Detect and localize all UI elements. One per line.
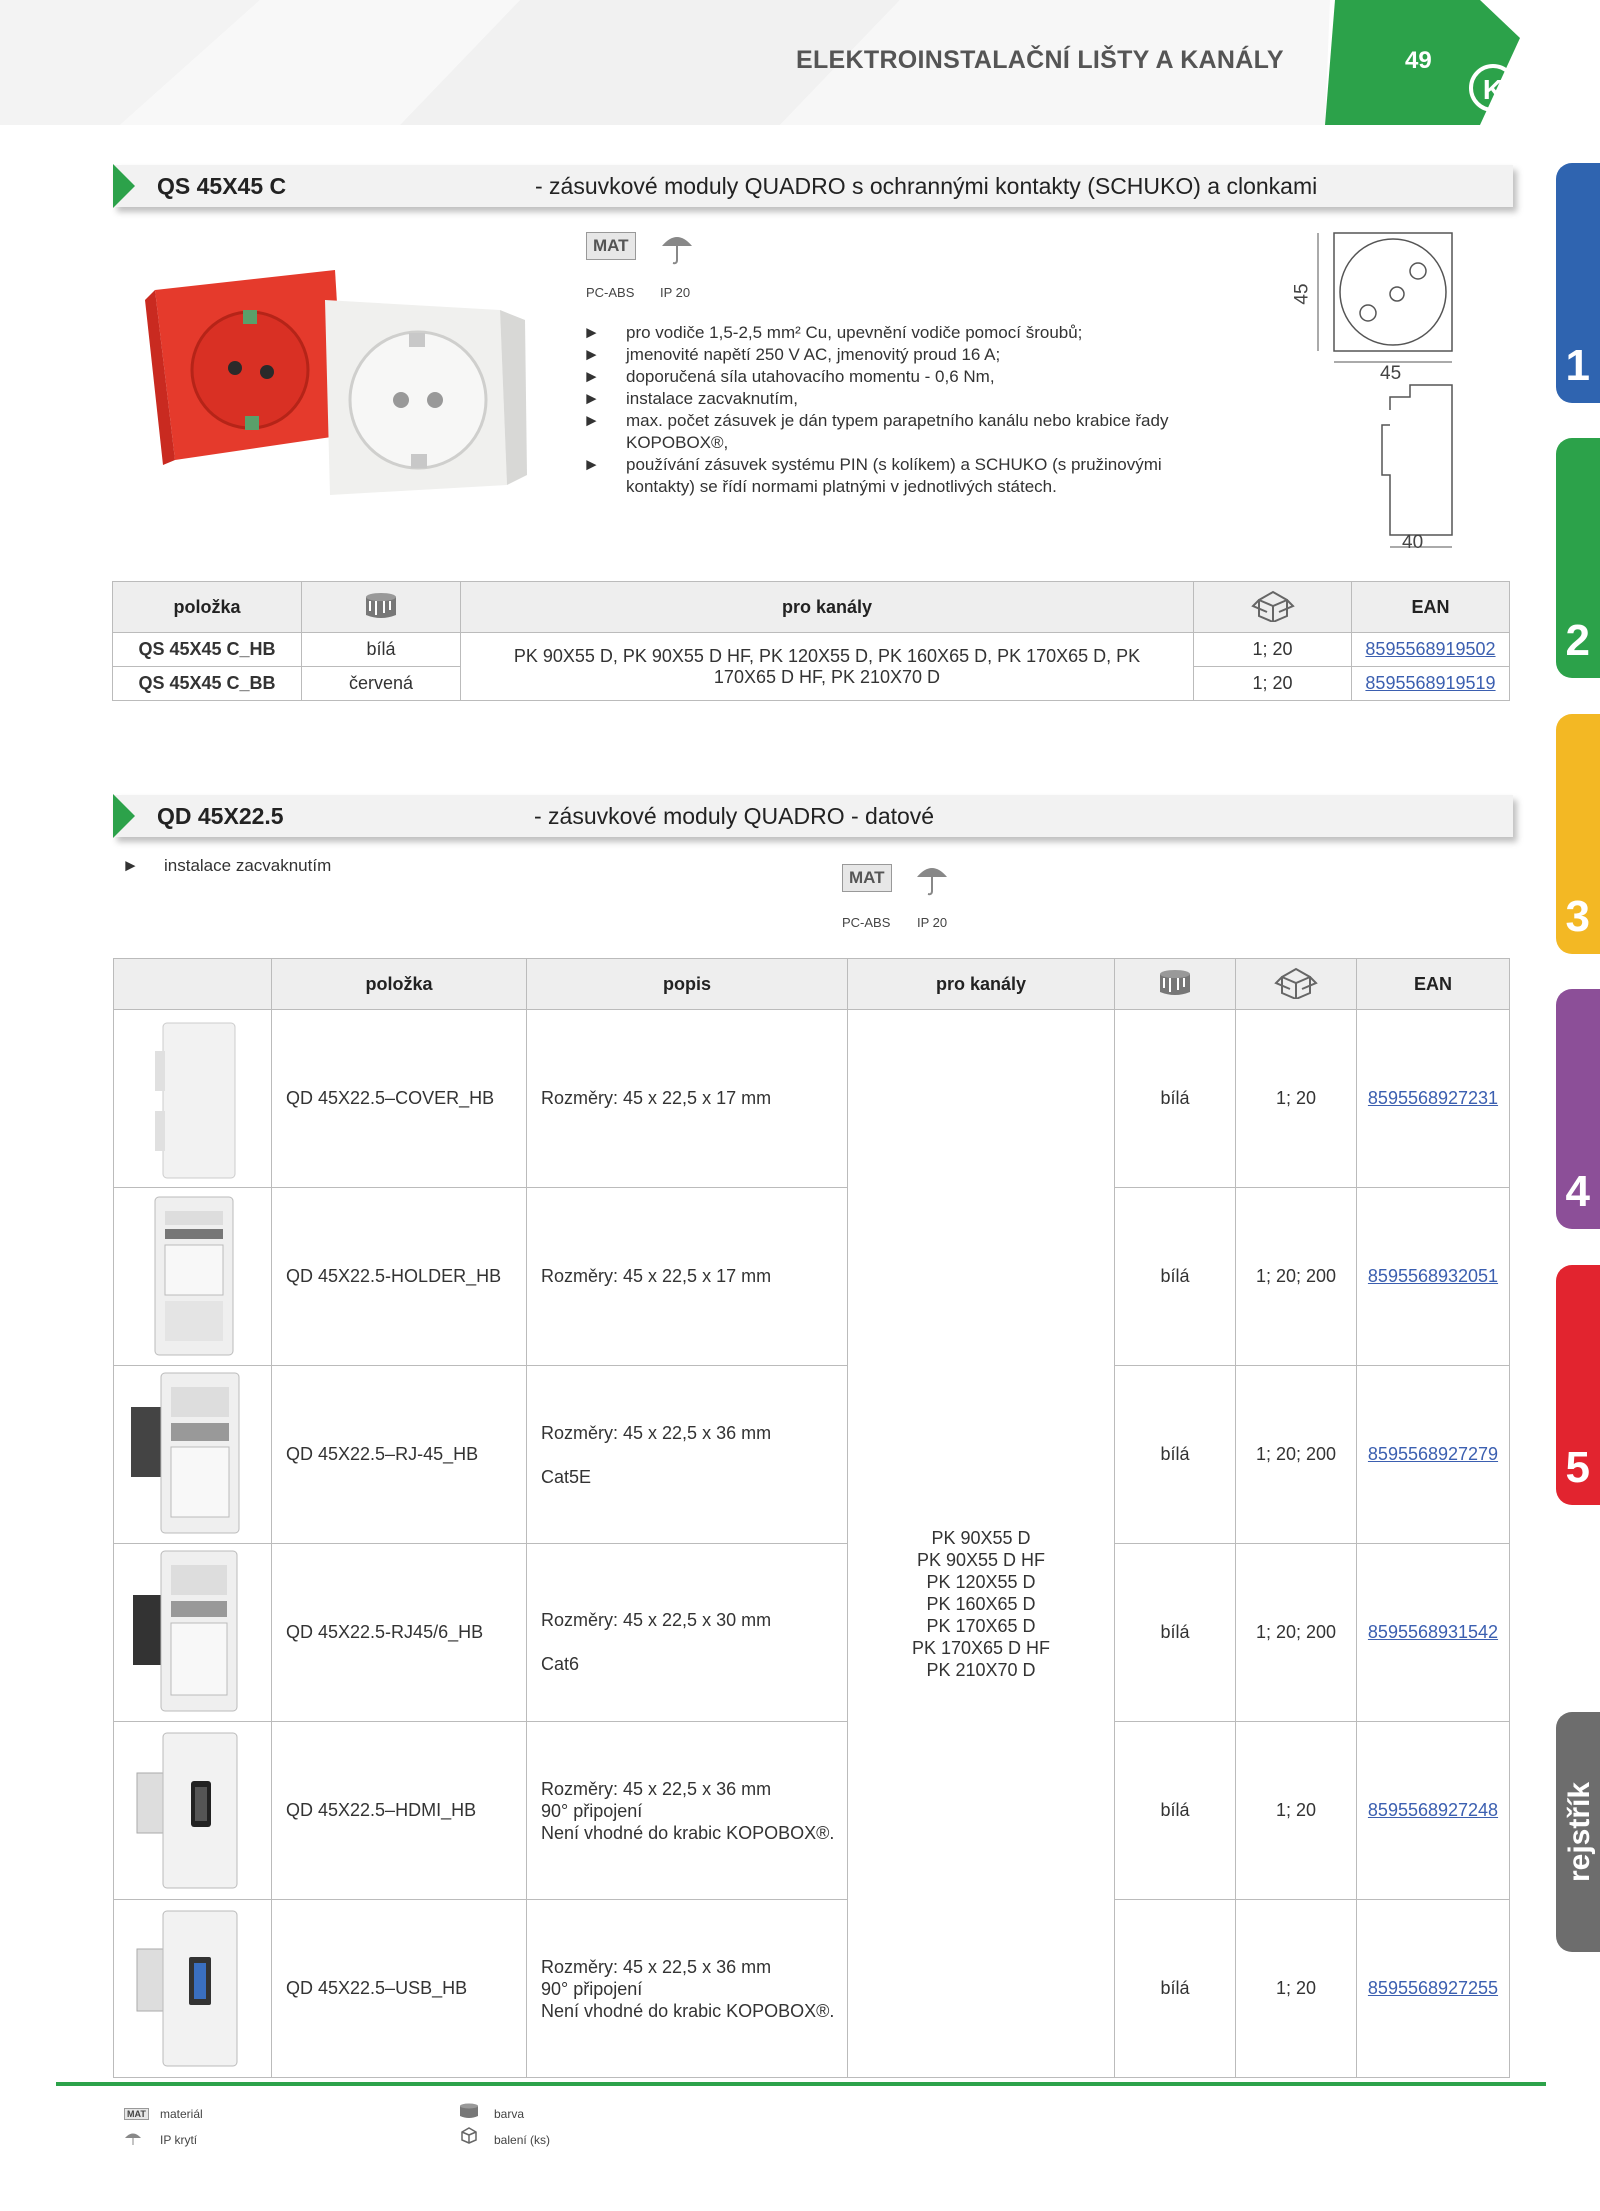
cell-image — [114, 1722, 272, 1900]
channel-item: PK 170X65 D — [926, 1615, 1036, 1636]
tab-label: 1 — [1565, 341, 1590, 390]
page-number: 49 — [1405, 47, 1432, 74]
list-item-text: instalace zacvaknutím, — [626, 389, 798, 408]
desc-line: Cat5E — [541, 1466, 592, 1487]
list-item: ► max. počet zásuvek je dán typem parapetního kanálu nebo krabice řady KOPOBOX®, — [583, 410, 1243, 454]
legend-box-icon — [458, 2126, 480, 2146]
cell-desc — [527, 1188, 848, 1366]
list-item-text: jmenovité napětí 250 V AC, jmenovitý proud 16 A; — [626, 345, 1001, 364]
legend-paint-bucket-icon — [458, 2102, 480, 2120]
tab-chapter-4[interactable] — [1556, 989, 1600, 1229]
table-row — [114, 1722, 1510, 1900]
cell-pack: 1; 20; 200 — [1236, 1544, 1357, 1722]
cell-color: bílá — [1115, 1366, 1236, 1544]
tab-chapter-5[interactable] — [1556, 1265, 1600, 1505]
legend-umbrella-icon — [124, 2128, 142, 2148]
cell-color: bílá — [1115, 1188, 1236, 1366]
cell-item: QD 45X22.5-HOLDER_HB — [272, 1188, 527, 1366]
list-item: ► používání zásuvek systému PIN (s kolíkem) a SCHUKO (s pružinovými kontakty) se řídí normami platnými v jednotlivých státech. — [583, 454, 1243, 498]
page-header-title: ELEKTROINSTALAČNÍ LIŠTY A KANÁLY — [796, 46, 1284, 74]
ean-link[interactable] — [1357, 1900, 1510, 2078]
desc-line: Není vhodné do krabic KOPOBOX®. — [541, 1822, 835, 1843]
cell-channels — [848, 1010, 1115, 2078]
cell-item: QS 45X45 C_BB — [113, 667, 302, 701]
column-header-item: položka — [272, 959, 527, 1010]
channel-item: PK 90X55 D — [931, 1527, 1031, 1548]
section-arrow-icon — [113, 794, 135, 838]
material-value: PC-ABS — [586, 285, 635, 300]
ip-value: IP 20 — [917, 915, 948, 930]
product-image-sockets — [135, 260, 530, 500]
cell-pack: 1; 20 — [1236, 1900, 1357, 2078]
cell-image — [114, 1188, 272, 1366]
logo-letter: K — [1482, 74, 1504, 105]
desc-line: Rozměry: 45 x 22,5 x 17 mm — [541, 1088, 772, 1108]
section-arrow-icon — [113, 164, 135, 208]
cell-desc — [527, 1544, 848, 1722]
paint-bucket-icon — [1156, 966, 1194, 998]
channel-item: PK 90X55 D HF — [916, 1549, 1046, 1570]
cell-item: QS 45X45 C_HB — [113, 633, 302, 667]
product-table — [112, 581, 1510, 701]
table-row — [114, 1544, 1510, 1722]
cell-pack: 1; 20 — [1236, 1722, 1357, 1900]
paint-bucket-icon — [362, 589, 400, 621]
list-item-text: instalace zacvaknutím — [164, 856, 332, 875]
column-header-pack — [1194, 582, 1352, 633]
ean-link[interactable] — [1357, 1010, 1510, 1188]
material-icon-label: MAT — [124, 2108, 149, 2120]
list-item: ► jmenovité napětí 250 V AC, jmenovitý proud 16 A; — [583, 345, 1001, 364]
cell-pack: 1; 20 — [1194, 633, 1352, 667]
column-header-channels: pro kanály — [461, 582, 1194, 633]
ean-text[interactable]: 8595568927231 — [1367, 1088, 1499, 1108]
cell-item: QD 45X22.5-RJ45/6_HB — [272, 1544, 527, 1722]
column-header-channels: pro kanály — [848, 959, 1115, 1010]
cell-color: bílá — [1115, 1010, 1236, 1188]
ean-link[interactable] — [1357, 1366, 1510, 1544]
tab-chapter-3[interactable] — [1556, 714, 1600, 954]
cell-color: bílá — [302, 633, 461, 667]
table-row — [114, 1366, 1510, 1544]
legend-ip: IP krytí — [160, 2133, 198, 2147]
cell-channels: PK 90X55 D, PK 90X55 D HF, PK 120X55 D, PK 160X65 D, PK 170X65 D, PK 170X65 D HF, PK 210X70 D — [461, 633, 1194, 701]
tab-label: rejstřík — [1563, 1781, 1596, 1883]
section-product-code: QD 45X22.5 — [157, 803, 284, 829]
column-header-item: položka — [113, 582, 302, 633]
ean-text[interactable]: 8595568927279 — [1367, 1444, 1499, 1464]
ean-link[interactable] — [1357, 1722, 1510, 1900]
cell-color: bílá — [1115, 1722, 1236, 1900]
section-description: - zásuvkové moduly QUADRO s ochrannými kontakty (SCHUKO) a clonkami — [535, 173, 1318, 199]
ean-text[interactable]: 8595568931542 — [1367, 1622, 1499, 1642]
tab-label: 4 — [1565, 1167, 1590, 1216]
list-item: ► instalace zacvaknutím — [122, 856, 332, 875]
tab-label: 5 — [1565, 1443, 1590, 1492]
section-product-code: QS 45X45 C — [157, 173, 287, 199]
dimension-height: 45 — [1291, 283, 1313, 305]
cell-item: QD 45X22.5–RJ-45_HB — [272, 1366, 527, 1544]
dimension-drawing — [1290, 225, 1470, 560]
desc-line: Cat6 — [541, 1654, 580, 1674]
cell-image — [114, 1366, 272, 1544]
list-item-text: používání zásuvek systému PIN (s kolíkem) a SCHUKO (s pružinovými kontakty) se řídí normami platnými v jednotlivých státech. — [626, 455, 1162, 496]
channel-item: PK 160X65 D — [926, 1593, 1036, 1614]
desc-line: Rozměry: 45 x 22,5 x 36 mm — [541, 1956, 772, 1977]
desc-line: 90° připojení — [541, 1800, 643, 1821]
column-header-desc: popis — [527, 959, 848, 1010]
cell-pack: 1; 20; 200 — [1236, 1188, 1357, 1366]
cell-pack: 1; 20; 200 — [1236, 1366, 1357, 1544]
table-row — [114, 1010, 1510, 1188]
cell-desc — [527, 1366, 848, 1544]
ean-link[interactable] — [1357, 1544, 1510, 1722]
module-cover-image — [115, 1011, 265, 1181]
channel-item: PK 170X65 D HF — [911, 1637, 1051, 1658]
ip-value: IP 20 — [660, 285, 691, 300]
list-item-text: doporučená síla utahovacího momentu - 0,6 Nm, — [626, 367, 995, 386]
module-holder-image — [115, 1189, 265, 1359]
material-value: PC-ABS — [842, 915, 891, 930]
ean-text[interactable]: 8595568927248 — [1367, 1800, 1499, 1820]
list-item: ► pro vodiče 1,5-2,5 mm² Cu, upevnění vodiče pomocí šroubů; — [583, 323, 1083, 342]
feature-list — [583, 322, 1243, 498]
box-icon — [1251, 588, 1295, 622]
cell-image — [114, 1010, 272, 1188]
dimension-depth: 40 — [1402, 532, 1424, 553]
cell-pack: 1; 20 — [1194, 667, 1352, 701]
cell-color: bílá — [1115, 1544, 1236, 1722]
material-icon — [842, 864, 892, 892]
tab-label: 3 — [1565, 892, 1590, 941]
desc-line: Rozměry: 45 x 22,5 x 30 mm — [541, 1610, 772, 1630]
desc-line: Není vhodné do krabic KOPOBOX®. — [541, 2000, 835, 2021]
module-rj45-image — [115, 1367, 265, 1537]
ean-text[interactable]: 8595568919502 — [1365, 639, 1496, 659]
footer-divider — [56, 2082, 1546, 2086]
ean-link[interactable] — [1352, 667, 1510, 701]
section-description: - zásuvkové moduly QUADRO - datové — [534, 803, 935, 829]
legend-material-icon — [124, 2106, 149, 2120]
column-header-image — [114, 959, 272, 1010]
umbrella-icon — [915, 857, 949, 897]
legend-material: materiál — [160, 2107, 203, 2121]
channel-item: PK 120X55 D — [926, 1571, 1036, 1592]
cell-desc — [527, 1010, 848, 1188]
column-header-pack — [1236, 959, 1357, 1010]
cell-item: QD 45X22.5–HDMI_HB — [272, 1722, 527, 1900]
tab-chapter-2[interactable] — [1556, 438, 1600, 678]
cell-desc — [527, 1722, 848, 1900]
ean-text[interactable]: 8595568932051 — [1367, 1266, 1499, 1286]
column-header-color — [1115, 959, 1236, 1010]
column-header-ean: EAN — [1357, 959, 1510, 1010]
box-icon — [1274, 965, 1318, 999]
cell-item: QD 45X22.5–COVER_HB — [272, 1010, 527, 1188]
cell-desc — [527, 1900, 848, 2078]
ean-text[interactable]: 8595568927255 — [1367, 1978, 1499, 1998]
table-row — [114, 1900, 1510, 2078]
material-icon-label: MAT — [842, 864, 892, 892]
cell-pack: 1; 20 — [1236, 1010, 1357, 1188]
list-item-text: pro vodiče 1,5-2,5 mm² Cu, upevnění vodiče pomocí šroubů; — [626, 323, 1083, 342]
cell-image — [114, 1900, 272, 2078]
column-header-color — [302, 582, 461, 633]
ean-link[interactable] — [1352, 633, 1510, 667]
cell-color: bílá — [1115, 1900, 1236, 2078]
list-item-text: max. počet zásuvek je dán typem parapetního kanálu nebo krabice řady KOPOBOX®, — [626, 411, 1169, 452]
list-item: ► doporučená síla utahovacího momentu - 0,6 Nm, — [583, 367, 995, 386]
tab-chapter-1[interactable] — [1556, 163, 1600, 403]
dimension-width: 45 — [1380, 363, 1402, 384]
module-hdmi-image — [115, 1723, 265, 1893]
channel-item: PK 210X70 D — [926, 1659, 1036, 1680]
desc-line: Rozměry: 45 x 22,5 x 36 mm — [541, 1778, 772, 1799]
table-row — [113, 633, 1510, 667]
ean-link[interactable] — [1357, 1188, 1510, 1366]
legend-pack: balení (ks) — [494, 2133, 551, 2147]
cell-color: červená — [302, 667, 461, 701]
material-icon — [586, 232, 636, 260]
material-icon-label: MAT — [586, 232, 636, 260]
list-item: ► instalace zacvaknutím, — [583, 389, 798, 408]
column-header-ean: EAN — [1352, 582, 1510, 633]
cell-image — [114, 1544, 272, 1722]
umbrella-icon — [660, 226, 694, 266]
desc-line: 90° připojení — [541, 1978, 643, 1999]
ean-text[interactable]: 8595568919519 — [1365, 673, 1496, 693]
desc-line: Rozměry: 45 x 22,5 x 36 mm — [541, 1422, 772, 1443]
module-rj45-cat6-image — [115, 1545, 265, 1715]
tab-label: 2 — [1565, 616, 1590, 665]
desc-line: Rozměry: 45 x 22,5 x 17 mm — [541, 1266, 772, 1286]
table-row — [114, 1188, 1510, 1366]
module-usb-image — [115, 1901, 265, 2071]
cell-item: QD 45X22.5–USB_HB — [272, 1900, 527, 2078]
product-table — [113, 958, 1510, 2078]
legend-color: barva — [494, 2107, 525, 2121]
tab-index[interactable] — [1556, 1712, 1600, 1952]
